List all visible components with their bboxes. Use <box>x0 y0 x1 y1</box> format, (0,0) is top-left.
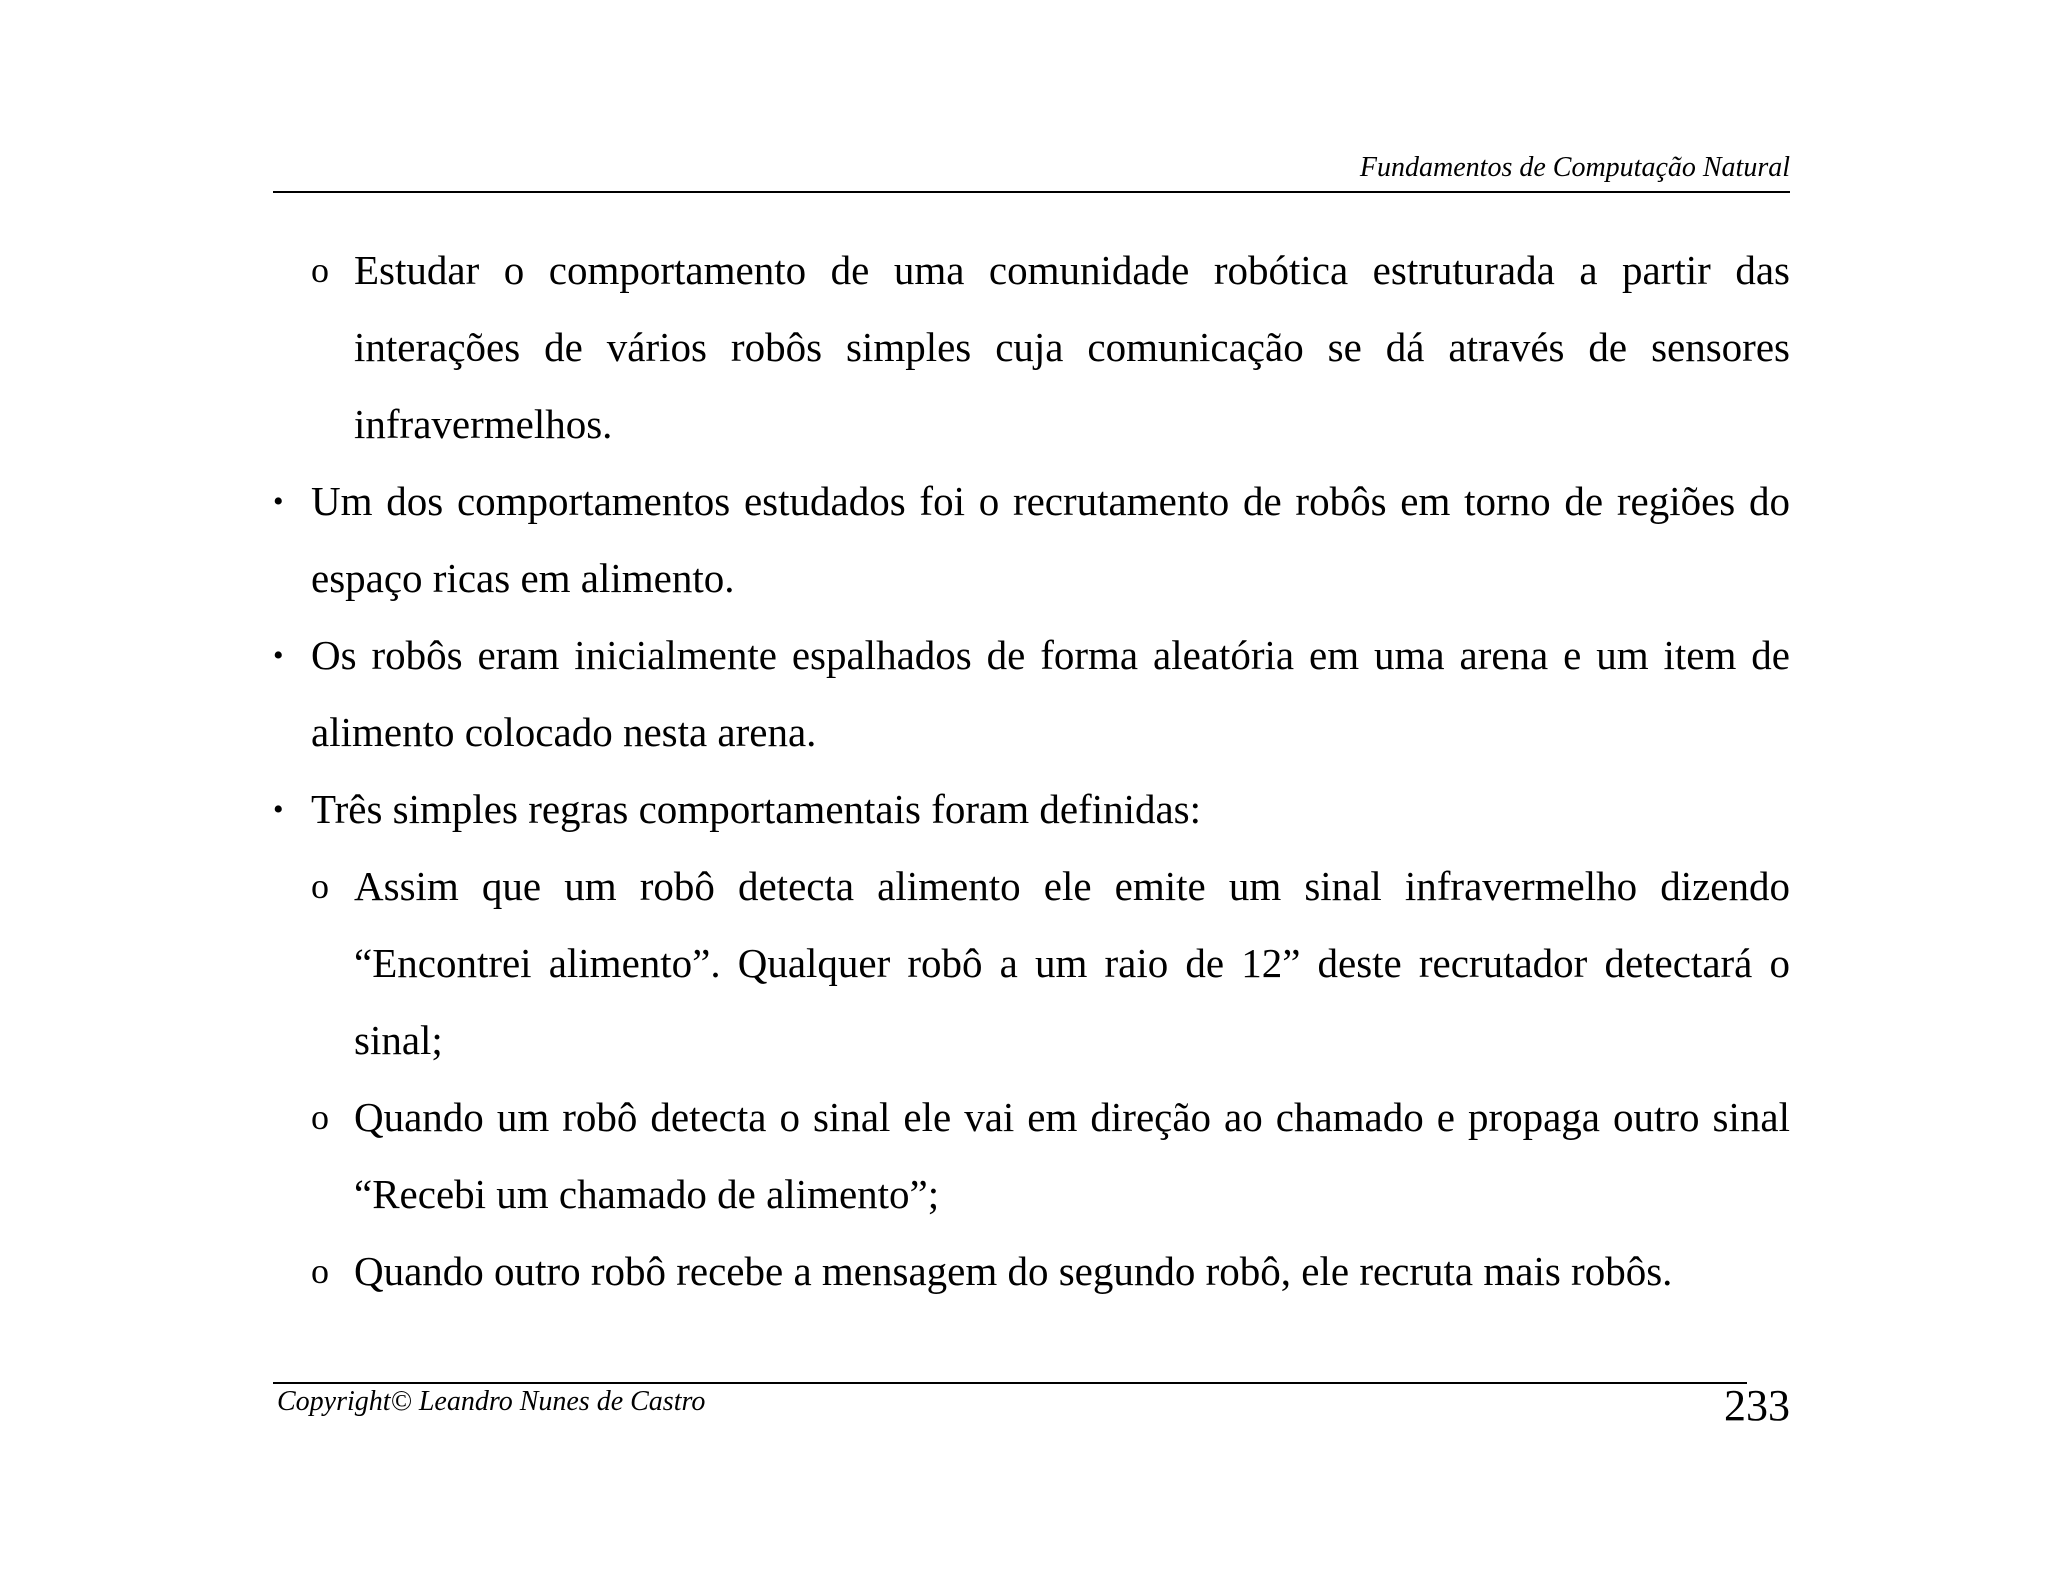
bullet-icon: • <box>273 793 284 826</box>
hollow-circle-bullet-icon: o <box>311 1097 329 1137</box>
bullet-icon: • <box>273 639 284 672</box>
list-item-text: Quando outro robô recebe a mensagem do segundo robô, ele recruta mais robôs. <box>354 1248 1673 1294</box>
running-header-title: Fundamentos de Computação Natural <box>1359 152 1790 183</box>
sub-list-item <box>273 232 1790 463</box>
sub-list-item <box>273 848 1790 1079</box>
page-number: 233 <box>1724 1381 1790 1430</box>
list-item <box>273 771 1790 848</box>
list-item-text: Um dos comportamentos estudados foi o recrutamento de robôs em torno de regiões do espaço ricas em alimento. <box>311 478 1790 601</box>
footer-copyright: Copyright© Leandro Nunes de Castro <box>277 1386 706 1417</box>
hollow-circle-bullet-icon: o <box>311 866 329 906</box>
list-item-text: Três simples regras comportamentais foram definidas: <box>311 786 1202 832</box>
page-body <box>273 232 1790 1310</box>
list-item-text: Estudar o comportamento de uma comunidade robótica estruturada a partir das interações de vários robôs simples cuja comunicação se dá através de sensores infravermelhos. <box>354 247 1790 447</box>
hollow-circle-bullet-icon: o <box>311 1251 329 1291</box>
sub-list-item <box>273 1233 1790 1310</box>
list-item-text: Os robôs eram inicialmente espalhados de forma aleatória em uma arena e um item de alimento colocado nesta arena. <box>311 632 1790 755</box>
list-item <box>273 617 1790 771</box>
sub-list-item <box>273 1079 1790 1233</box>
list-item-text: Quando um robô detecta o sinal ele vai em direção ao chamado e propaga outro sinal “Recebi um chamado de alimento”; <box>354 1094 1790 1217</box>
list-item <box>273 463 1790 617</box>
list-item-text: Assim que um robô detecta alimento ele emite um sinal infravermelho dizendo “Encontrei alimento”. Qualquer robô a um raio de 12” deste recrutador detectará o sinal; <box>354 863 1790 1063</box>
bullet-icon: • <box>273 485 284 518</box>
header-divider <box>273 191 1790 193</box>
footer-divider <box>273 1382 1747 1384</box>
hollow-circle-bullet-icon: o <box>311 250 329 290</box>
